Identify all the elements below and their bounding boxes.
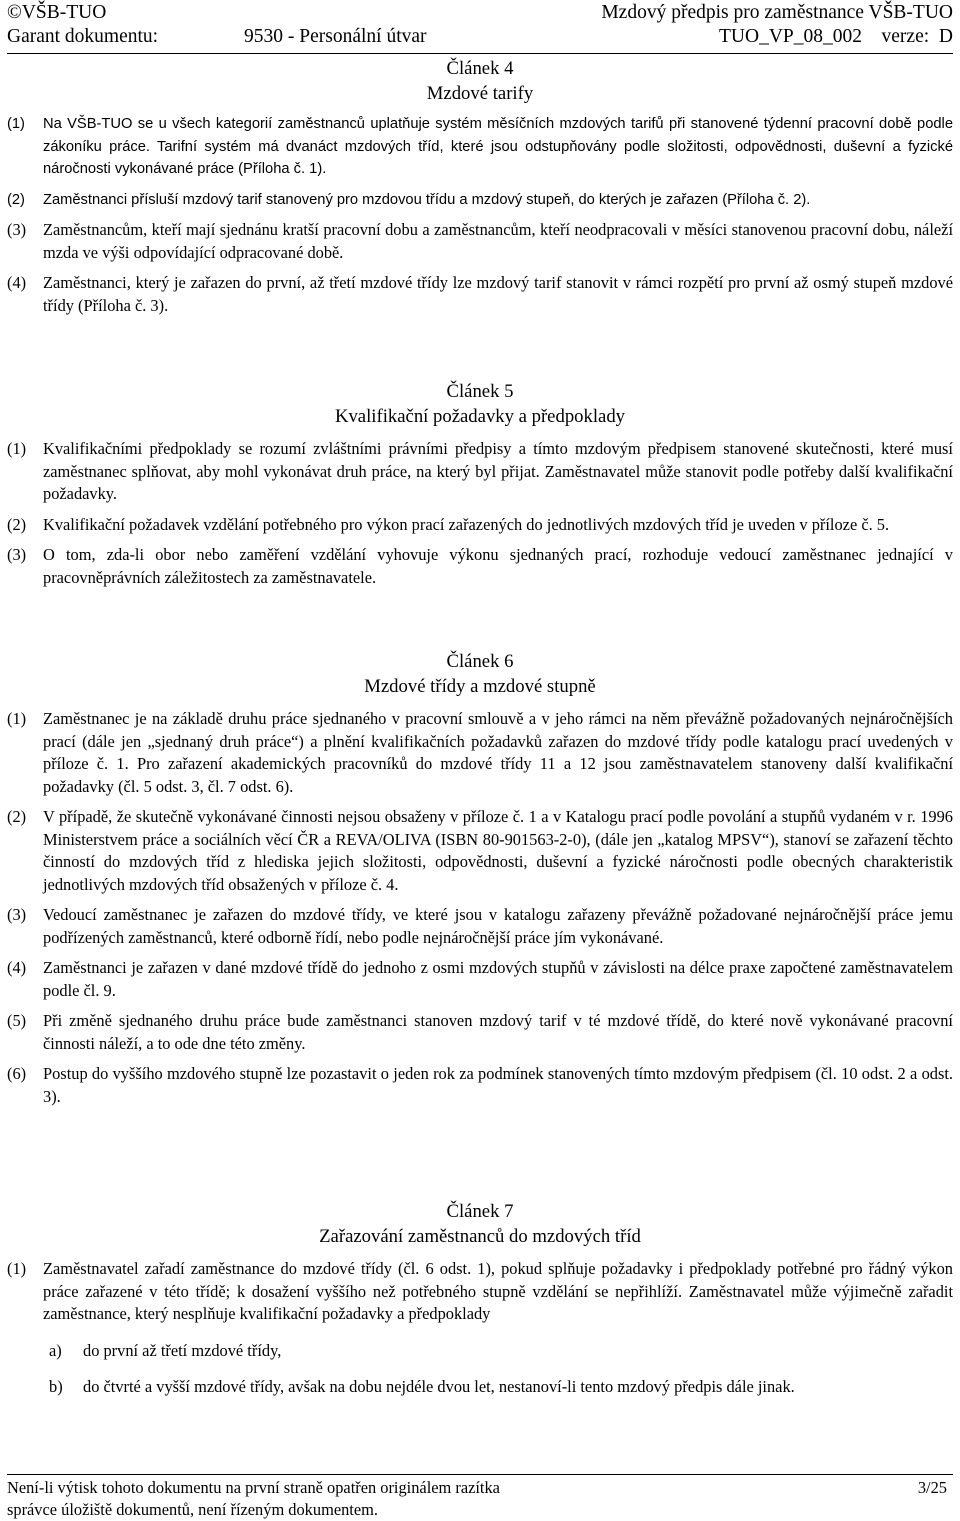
paragraph-text: Při změně sjednaného druhu práce bude zaměstnanci stanoven mzdový tarif v té mzdové třídě, do které nově vykonávané pracovní činnosti náleží, a to ode dne této změny. bbox=[43, 1011, 953, 1053]
header-version-value: D bbox=[938, 26, 953, 47]
paragraph-number: (5) bbox=[7, 1011, 27, 1030]
item-marker: b) bbox=[49, 1377, 63, 1396]
list-item bbox=[7, 1340, 953, 1363]
article-item-list bbox=[7, 1340, 953, 1399]
paragraph-number: (4) bbox=[7, 958, 27, 977]
article-paragraph bbox=[7, 219, 953, 264]
page-footer bbox=[7, 1474, 953, 1521]
article-number: Článek 5 bbox=[446, 381, 514, 402]
header-guarantor-label: Garant dokumentu: bbox=[7, 26, 159, 47]
page-header bbox=[7, 1, 953, 54]
article-title: Kvalifikační požadavky a předpoklady bbox=[334, 405, 626, 427]
header-doc-version bbox=[719, 25, 953, 49]
paragraph-text: Zaměstnanci přísluší mzdový tarif stanovený pro mzdovou třídu a mzdový stupeň, do kterých je zařazen (Příloha č. 2). bbox=[43, 191, 811, 208]
article-paragraph bbox=[7, 514, 953, 537]
article-title: Zařazování zaměstnanců do mzdových tříd bbox=[319, 1225, 641, 1247]
paragraph-number: (3) bbox=[7, 545, 27, 564]
paragraph-number: (2) bbox=[7, 191, 25, 208]
paragraph-text: Zaměstnanci je zařazen v dané mzdové třídě do jednoho z osmi mzdových stupňů v závislosti na délce praxe započtené zaměstnavatelem podle čl. 9. bbox=[43, 958, 953, 1000]
article-number: Článek 6 bbox=[446, 651, 514, 672]
item-marker: a) bbox=[49, 1340, 62, 1360]
paragraph-number: (3) bbox=[7, 220, 27, 239]
paragraph-number: (3) bbox=[7, 905, 27, 924]
paragraph-text: Vedoucí zaměstnanec je zařazen do mzdové třídy, ve které jsou v katalogu zařazeny převážně požadované nejnáročnější práce jemu podřízených zaměstnanců, které odborně řídí, nebo podle nejnáročnější práce jím vykonávané. bbox=[43, 905, 953, 947]
header-guarantor-value: 9530 - Personální útvar bbox=[244, 26, 427, 47]
article-paragraph bbox=[7, 708, 953, 798]
paragraph-text: O tom, zda-li obor nebo zaměření vzdělání vyhovuje výkonu sjednaných prací, rozhoduje vedoucí zaměstnanec jednající v pracovněprávních záležitostech za zaměstnavatele. bbox=[43, 545, 953, 587]
header-version-label: verze: bbox=[881, 26, 930, 47]
article-title: Mzdové třídy a mzdové stupně bbox=[364, 675, 596, 697]
paragraph-number: (6) bbox=[7, 1064, 27, 1083]
paragraph-text: Zaměstnanec je na základě druhu práce sjednaného v pracovní smlouvě a v jeho rámci na něm převážně požadovaných nejnáročnějších prací (dále jen „sjednaný druh práce“) a plnění kvalifikačních požadavků zařazen do mzdové třídy podle katalogu prací uvedených v příloze č. 1. Pro zařazení akademických pracovníků do mzdové třídy 11 a 12 jsou zaměstnavatelem stanoveny další kvalifikační požadavky (čl. 5 odst. 3, čl. 7 odst. 6). bbox=[43, 709, 953, 796]
paragraph-number: (4) bbox=[7, 273, 27, 292]
article-title: Mzdové tarify bbox=[426, 82, 534, 104]
paragraph-text: Zaměstnavatel zařadí zaměstnance do mzdové třídy (čl. 6 odst. 1), pokud splňuje požadavky i předpoklady potřebné pro řádný výkon práce zařazené v této třídě; k dosažení vyššího než potřebného stupně vzdělání se nepřihlíží. Zaměstnavatel může výjimečně zařadit zaměstnance, který nesplňuje kvalifikační požadavky a předpoklady bbox=[43, 1259, 953, 1323]
paragraph-number: (1) bbox=[7, 709, 27, 728]
article-4 bbox=[7, 57, 953, 317]
item-text: do první až třetí mzdové třídy, bbox=[83, 1340, 282, 1360]
article-paragraph bbox=[7, 957, 953, 1002]
paragraph-number: (1) bbox=[7, 116, 25, 132]
article-paragraph bbox=[7, 1063, 953, 1108]
article-paragraph bbox=[7, 1258, 953, 1326]
article-paragraph bbox=[7, 1010, 953, 1055]
paragraph-text: Zaměstnancům, kteří mají sjednánu kratší pracovní dobu a zaměstnancům, kteří neodpracovali v měsíci stanovenou pracovní dobu, náleží mzda ve výši odpovídající odpracované době. bbox=[43, 220, 953, 262]
article-paragraph bbox=[7, 189, 953, 212]
footer-note-line-2: správce úložiště dokumentů, není řízeným dokumentem. bbox=[7, 1500, 378, 1519]
paragraph-text: Na VŠB-TUO se u všech kategorií zaměstnanců uplatňuje systém měsíčních mzdových tarifů při stanovené týdenní pracovní době podle zákoníku práce. Tarifní systém má dvanáct mzdových tříd, které jsou odstupňovány podle složitosti, odpovědnosti, duševní a fyzické náročnosti vykonávané práce (Příloha č. 1). bbox=[43, 116, 953, 177]
article-5 bbox=[7, 380, 953, 589]
article-paragraph bbox=[7, 272, 953, 317]
header-doc-title: Mzdový předpis pro zaměstnance VŠB-TUO bbox=[601, 2, 953, 23]
paragraph-text: Kvalifikačními předpoklady se rozumí zvláštními právními předpisy a tímto mzdovým předpisem stanovené skutečnosti, které musí zaměstnanec splňovat, aby mohl vykonávat druh práce, na který byl přijat. Zaměstnavatel může stanovit podle potřeby další kvalifikační požadavky. bbox=[43, 439, 953, 503]
paragraph-number: (1) bbox=[7, 439, 27, 458]
article-number: Článek 7 bbox=[446, 1201, 514, 1222]
paragraph-text: Postup do vyššího mzdového stupně lze pozastavit o jeden rok za podmínek stanovených tímto mzdovým předpisem (čl. 10 odst. 2 a odst. 3). bbox=[43, 1064, 953, 1106]
article-paragraph bbox=[7, 904, 953, 949]
article-paragraph bbox=[7, 113, 953, 181]
article-paragraph bbox=[7, 544, 953, 589]
article-number: Článek 4 bbox=[446, 58, 514, 79]
paragraph-text: Kvalifikační požadavek vzdělání potřebného pro výkon prací zařazených do jednotlivých mzdových tříd je uveden v příloze č. 5. bbox=[43, 514, 890, 534]
list-item bbox=[7, 1376, 953, 1399]
footer-note-line-1: Není-li výtisk tohoto dokumentu na první straně opatřen originálem razítka bbox=[7, 1478, 500, 1497]
article-paragraph bbox=[7, 806, 953, 896]
article-paragraph bbox=[7, 438, 953, 506]
header-copyright: ©VŠB-TUO bbox=[7, 2, 107, 23]
paragraph-text: V případě, že skutečně vykonávané činnosti nejsou obsaženy v příloze č. 1 a v Katalogu prací podle povolání a stupňů vydaném v r. 1996 Ministerstvem práce a sociálních věcí ČR a REVA/OLIVA (ISBN 80-901563-2-0), (dále jen „katalog MPSV“), stanoví se zařazení těchto činností do mzdových tříd z hlediska jejich složitosti, odpovědnosti, duševní a fyzické náročnosti podle obecných charakteristik jednotlivých mzdových tříd obsažených v příloze č. 4. bbox=[43, 807, 953, 894]
page-number: 3/25 bbox=[917, 1478, 947, 1497]
article-7 bbox=[7, 1200, 953, 1399]
item-text: do čtvrté a vyšší mzdové třídy, avšak na dobu nejdéle dvou let, nestanoví-li tento mzdový předpis dále jinak. bbox=[83, 1377, 795, 1396]
paragraph-number: (2) bbox=[7, 807, 27, 826]
paragraph-number: (1) bbox=[7, 1259, 27, 1278]
paragraph-text: Zaměstnanci, který je zařazen do první, až třetí mzdové třídy lze mzdový tarif stanovit v rámci rozpětí pro první až osmý stupeň mzdové třídy (Příloha č. 3). bbox=[43, 273, 953, 315]
article-6 bbox=[7, 650, 953, 1108]
header-doc-code: TUO_VP_08_002 bbox=[719, 26, 863, 47]
paragraph-number: (2) bbox=[7, 514, 27, 534]
